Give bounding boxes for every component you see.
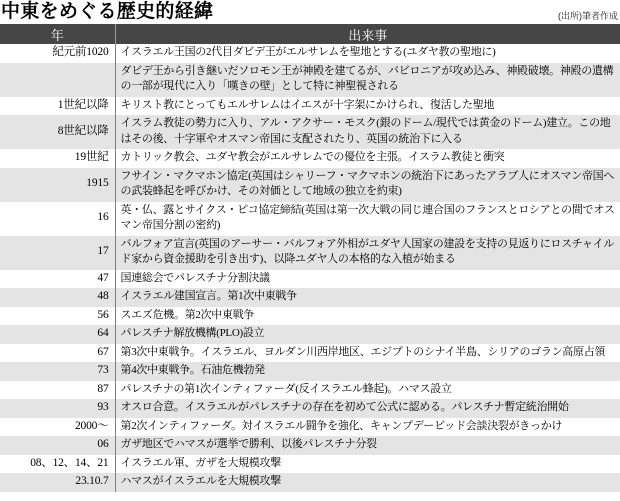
event-cell: イスラエル建国宣言。第1次中東戦争	[120, 290, 297, 302]
event-cell: バルフォア宣言(英国のアーサー・バルフォア外相がユダヤ人国家の建設を支持の見返りにロスチャイルド家から資金援助を引き出す)、以降ユダヤ人の本格的な入植が始まる	[120, 237, 615, 265]
event-cell: オスロ合意。イスラエルがパレスチナの存在を初めて公式に認める。パレスチナ暫定統治開始	[120, 401, 569, 413]
event-cell: フサイン・マクマホン協定(英国はシャリーフ・マクマホンの統治下にあったアラブ人にオスマン帝国への武装蜂起を呼びかけ、その対価として地域の独立を約束)	[120, 169, 615, 197]
event-cell: 第2次インティファーダ。対イスラエル闘争を強化、キャンプデービッド会談決裂がきっかけ	[120, 419, 563, 432]
year-cell: 1915	[0, 168, 115, 202]
event-cell: イスラエル王国の2代目ダビデ王がエルサレムを聖地とする(ユダヤ教の聖地に)	[120, 46, 496, 58]
year-cell: 48	[0, 288, 115, 307]
event-cell: 第4次中東戦争。石油危機勃発	[120, 364, 265, 376]
year-cell: 87	[0, 381, 115, 400]
year-cell: 1世紀以降	[0, 97, 115, 116]
table-row	[0, 149, 620, 168]
event-cell: ダビデ王から引き継いだソロモン王が神殿を建てるが、バビロニアが攻め込み、神殿破壊。神殿の遺構の一部が現代に入り「嘆きの壁」として特に神聖視される	[120, 64, 614, 92]
title-area	[0, 0, 620, 24]
year-cell: 2000〜	[0, 418, 115, 437]
table-row	[0, 381, 620, 400]
year-cell: 47	[0, 270, 115, 289]
table-row	[0, 288, 620, 307]
event-cell: 国連総会でパレスチナ分割決議	[120, 271, 270, 284]
table-row	[0, 344, 620, 363]
year-cell: 56	[0, 307, 115, 326]
table-body	[0, 44, 620, 492]
source-note: (出所)筆者作成	[558, 11, 618, 21]
table-row	[0, 362, 620, 381]
event-column-header: 出来事	[115, 24, 620, 44]
year-cell: 16	[0, 202, 115, 236]
event-cell: パレスチナの第1次インティファーダ(反イスラエル蜂起)。ハマス設立	[120, 382, 452, 395]
year-cell	[0, 63, 115, 97]
page-title: 中東をめぐる歴史的経緯	[1, 1, 214, 22]
event-cell: 第3次中東戦争。イスラエル、ヨルダン川西岸地区、エジプトのシナイ半島、シリアのゴラン高原占領	[120, 345, 606, 358]
year-column-header: 年	[0, 24, 115, 44]
event-cell: キリスト教にとってもエルサレムはイエスが十字架にかけられ、復活した聖地	[120, 98, 495, 111]
year-cell: 06	[0, 436, 115, 455]
year-cell: 19世紀	[0, 149, 115, 168]
table-row	[0, 325, 620, 344]
table-row	[0, 236, 620, 270]
event-cell: ハマスがイスラエルを大規模攻撃	[120, 475, 281, 487]
history-table	[0, 24, 620, 492]
year-cell: 64	[0, 325, 115, 344]
year-cell: 23.10.7	[0, 473, 115, 492]
table-header-row	[0, 24, 620, 44]
year-cell: 67	[0, 344, 115, 363]
year-cell: 08、12、14、21	[0, 455, 115, 474]
table-row	[0, 168, 620, 202]
year-cell: 73	[0, 362, 115, 381]
table-row	[0, 63, 620, 97]
table-row	[0, 270, 620, 289]
table-row	[0, 473, 620, 492]
event-cell: パレスチナ解放機構(PLO)設立	[120, 327, 265, 339]
table-row	[0, 436, 620, 455]
year-cell: 紀元前1020	[0, 44, 115, 63]
event-cell: 英・仏、露とサイクス・ピコ協定締結(英国は第一次大戦の同じ連合国のフランスとロシアとの間でオスマン帝国分割の密約)	[120, 203, 615, 231]
year-cell: 93	[0, 399, 115, 418]
table-row	[0, 399, 620, 418]
event-cell: イスラム教徒の勢力に入り、アル・アクサー・モスク(銀のドーム/現代では黄金のドーム)建立。この地はその後、十字軍やオスマン帝国に支配されたり、英国の統治下に入る	[120, 117, 611, 145]
table-row	[0, 115, 620, 149]
table-row	[0, 307, 620, 326]
event-cell: カトリック教会、ユダヤ教会がエルサレムでの優位を主張。イスラム教徒と衝突	[120, 151, 505, 163]
event-cell: ガザ地区でハマスが選挙で勝利、以後パレスチナ分裂	[120, 438, 377, 450]
table-row	[0, 418, 620, 437]
event-cell: イスラエル軍、ガザを大規模攻撃	[120, 456, 281, 469]
table-row	[0, 97, 620, 116]
event-cell: スエズ危機。第2次中東戦争	[120, 308, 255, 321]
year-cell: 17	[0, 236, 115, 270]
table-row	[0, 455, 620, 474]
year-cell: 8世紀以降	[0, 115, 115, 149]
table-row	[0, 202, 620, 236]
table-row	[0, 44, 620, 63]
